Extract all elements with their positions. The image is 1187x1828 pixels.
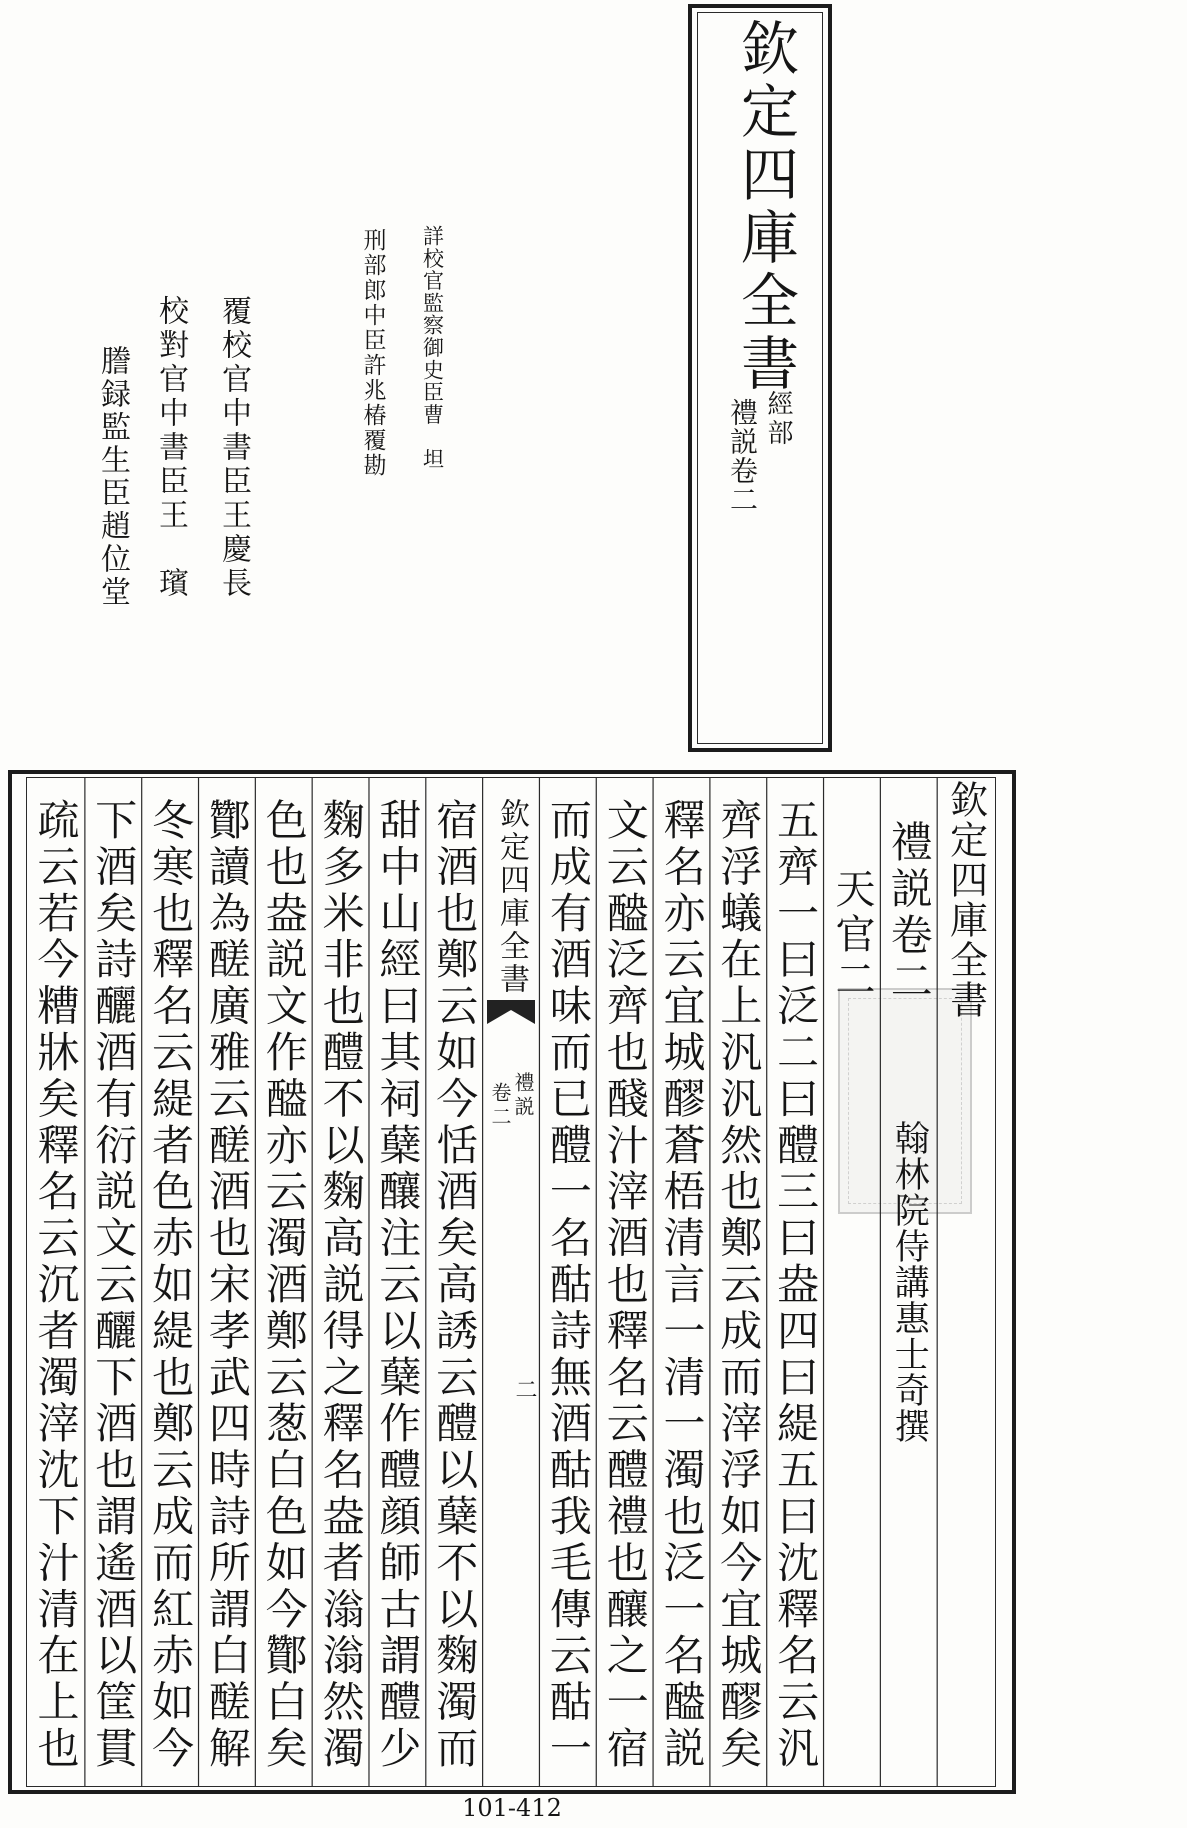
text-column: 釋名亦云宜城醪蒼梧清言一清一濁也泛一名醠説 <box>657 798 707 1773</box>
text-column: 五齊一曰泛二曰醴三曰盎四曰緹五曰沈釋名云汎 <box>771 798 821 1773</box>
title-page-volume: 禮説卷二 <box>726 398 759 514</box>
text-column: 齊浮蟻在上汎汎然也鄭云成而滓浮如今宜城醪矣 <box>714 798 764 1773</box>
text-column: 文云醠泛齊也醆汁滓酒也釋名云醴禮也釀之一宿 <box>600 798 650 1773</box>
text-column: 麴多米非也醴不以麴高説得之釋名盎者滃滃然濁 <box>316 798 366 1773</box>
page-number: 101-412 <box>462 1794 562 1822</box>
title-page-category: 經部 <box>763 390 793 448</box>
fold-leaf-number: 二 <box>512 1378 537 1400</box>
text-column: 甜中山經曰其祠蘖釀注云以蘖作醴顔師古謂醴少 <box>373 798 423 1773</box>
text-column: 色也盎説文作醠亦云濁酒鄭云葱白色如今酇白矣 <box>259 798 309 1773</box>
text-page-header: 欽定四庫全書 <box>943 780 988 1020</box>
text-column: 疏云若今糟牀矣釋名云沉者濁滓沈下汁清在上也 <box>31 798 81 1773</box>
official-reviewer: 刑部郎中臣許兆椿覆勘 <box>359 228 386 478</box>
fold-book-name: 禮説 <box>511 1072 535 1120</box>
text-page-section: 天官二 <box>829 868 875 1003</box>
title-page-title: 欽定四庫全書 <box>731 18 799 396</box>
official-second-collator: 覆校官中書臣王慶長 <box>216 295 251 601</box>
official-copyist: 謄録監生臣趙位堂 <box>95 345 130 609</box>
text-column: 冬寒也釋名云緹者色赤如緹也鄭云成而紅赤如今 <box>146 798 196 1773</box>
official-proofreader: 校對官中書臣王 璸 <box>153 295 188 601</box>
official-detailed-collator: 詳校官監察御史臣曹 坦 <box>420 225 445 471</box>
text-column: 宿酒也鄭云如今恬酒矣高誘云醴以蘖不以麴濁而 <box>430 798 480 1773</box>
fold-volume: 卷二 <box>488 1082 512 1130</box>
text-page-author: 翰林院侍講惠士奇撰 <box>889 1120 930 1444</box>
fold-title: 欽定四庫全書 <box>494 798 529 996</box>
text-column: 酇讀為醝廣雅云醝酒也宋孝武四時詩所謂白醝解 <box>202 798 252 1773</box>
text-page-book-volume: 禮説卷二 <box>884 820 934 1006</box>
text-column: 下酒矣詩釃酒有衍説文云釃下酒也謂遙酒以筐貫 <box>89 798 139 1773</box>
text-column: 而成有酒味而已醴一名酤詩無酒酤我毛傳云酤一 <box>543 798 593 1773</box>
